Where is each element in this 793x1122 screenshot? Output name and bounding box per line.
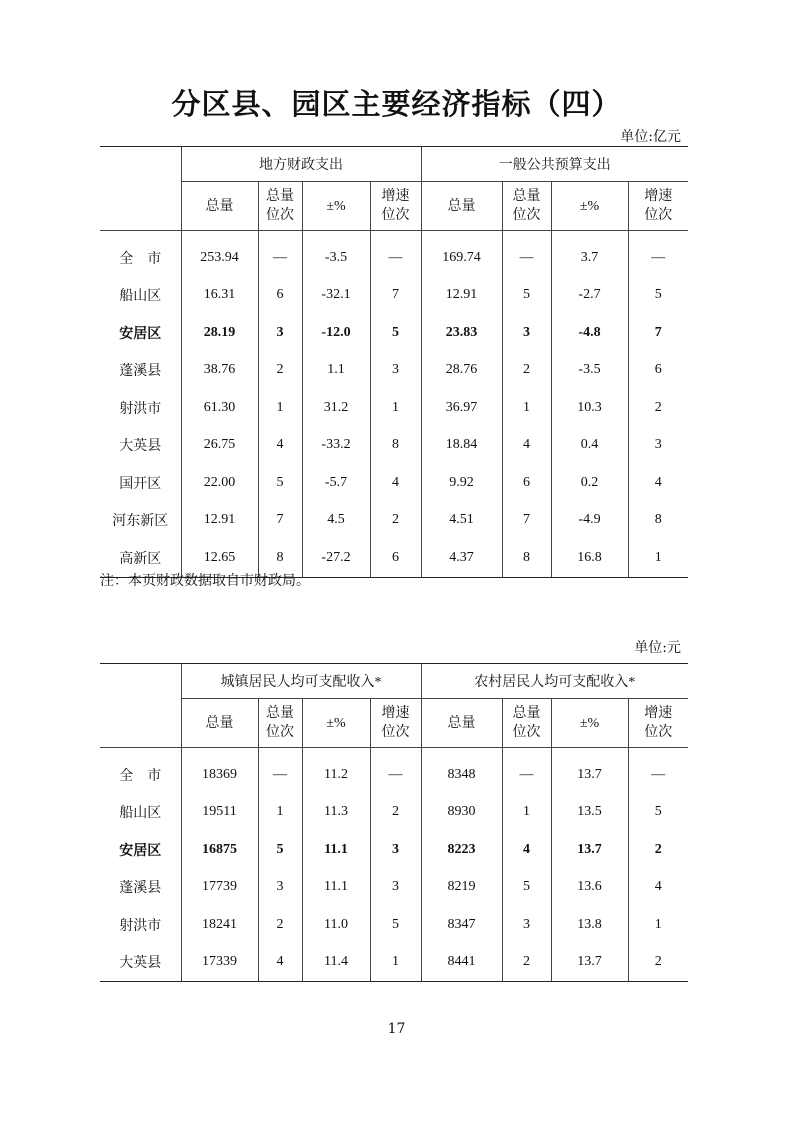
table-cell: 1 bbox=[628, 906, 688, 944]
table-cell: 12.65 bbox=[181, 539, 258, 577]
table-cell: 8223 bbox=[421, 831, 502, 869]
region-header-cell bbox=[100, 147, 181, 231]
column-header: 增速 位次 bbox=[628, 182, 688, 231]
table-cell: 11.1 bbox=[302, 831, 370, 869]
table-cell: 3 bbox=[370, 831, 421, 869]
table-cell: 3.7 bbox=[551, 231, 628, 277]
table-cell: — bbox=[370, 231, 421, 277]
table-cell: 16875 bbox=[181, 831, 258, 869]
table-row bbox=[100, 794, 688, 832]
table-cell: 0.4 bbox=[551, 427, 628, 465]
table-row bbox=[100, 427, 688, 465]
table-cell: — bbox=[370, 748, 421, 794]
table-cell: 2 bbox=[628, 944, 688, 982]
table-cell: 5 bbox=[502, 869, 551, 907]
table-cell: 4 bbox=[370, 464, 421, 502]
table-cell: 36.97 bbox=[421, 389, 502, 427]
page-number: 17 bbox=[387, 1021, 406, 1037]
table-cell: 4 bbox=[628, 464, 688, 502]
table-cell: 6 bbox=[258, 277, 302, 315]
unit-label-2: 单位:元 bbox=[634, 640, 681, 656]
table-cell: 13.7 bbox=[551, 748, 628, 794]
table-cell: 12.91 bbox=[421, 277, 502, 315]
table-cell: 5 bbox=[370, 314, 421, 352]
page-title: 分区县、园区主要经济指标（四） bbox=[171, 87, 622, 121]
table-cell: 9.92 bbox=[421, 464, 502, 502]
column-header: 增速 位次 bbox=[370, 699, 421, 748]
table-cell: — bbox=[258, 748, 302, 794]
table-cell: 7 bbox=[502, 502, 551, 540]
column-header: ±% bbox=[302, 699, 370, 748]
table-cell: 13.7 bbox=[551, 831, 628, 869]
table-cell: 2 bbox=[628, 389, 688, 427]
column-header: 总量 bbox=[181, 699, 258, 748]
group-header: 地方财政支出 bbox=[181, 147, 421, 182]
table-cell: -4.8 bbox=[551, 314, 628, 352]
table-cell: 11.3 bbox=[302, 794, 370, 832]
table-cell: 3 bbox=[370, 352, 421, 390]
table-cell: 2 bbox=[370, 502, 421, 540]
table-cell: 2 bbox=[370, 794, 421, 832]
table-cell: 3 bbox=[502, 314, 551, 352]
table-cell: 1 bbox=[502, 389, 551, 427]
table-cell: -32.1 bbox=[302, 277, 370, 315]
table-cell: 2 bbox=[258, 906, 302, 944]
table-cell: 28.76 bbox=[421, 352, 502, 390]
column-header: 总量 位次 bbox=[258, 182, 302, 231]
table-cell: 18241 bbox=[181, 906, 258, 944]
region-cell: 船山区 bbox=[119, 806, 162, 822]
region-cell: 安居区 bbox=[119, 326, 162, 342]
table-cell: 6 bbox=[370, 539, 421, 577]
group-header: 农村居民人均可支配收入* bbox=[421, 664, 688, 699]
table-cell: -33.2 bbox=[302, 427, 370, 465]
column-header: ±% bbox=[551, 182, 628, 231]
table-cell: 28.19 bbox=[181, 314, 258, 352]
table-cell: 8347 bbox=[421, 906, 502, 944]
table-cell: -3.5 bbox=[551, 352, 628, 390]
region-cell: 蓬溪县 bbox=[119, 881, 162, 897]
column-header: ±% bbox=[551, 699, 628, 748]
table-cell: 3 bbox=[502, 906, 551, 944]
table-cell: 3 bbox=[628, 427, 688, 465]
column-header: 增速 位次 bbox=[370, 182, 421, 231]
region-cell: 全 市 bbox=[119, 768, 162, 784]
table-cell: 5 bbox=[628, 277, 688, 315]
table-cell: 3 bbox=[258, 314, 302, 352]
table-cell: 1 bbox=[628, 539, 688, 577]
group-header: 城镇居民人均可支配收入* bbox=[181, 664, 421, 699]
table-cell: 8 bbox=[628, 502, 688, 540]
table-row bbox=[100, 869, 688, 907]
table-cell: 4.51 bbox=[421, 502, 502, 540]
table-cell: 16.8 bbox=[551, 539, 628, 577]
table-cell: 4 bbox=[628, 869, 688, 907]
table-cell: 8219 bbox=[421, 869, 502, 907]
column-header: 总量 bbox=[181, 182, 258, 231]
table-cell: -5.7 bbox=[302, 464, 370, 502]
table-cell: 1 bbox=[258, 794, 302, 832]
group-header: 一般公共预算支出 bbox=[421, 147, 688, 182]
fiscal-expenditure-table bbox=[100, 146, 688, 578]
table-cell: 11.1 bbox=[302, 869, 370, 907]
table-cell: 3 bbox=[370, 869, 421, 907]
table-cell: 1 bbox=[370, 944, 421, 982]
table-cell: 4 bbox=[502, 427, 551, 465]
table-cell: 11.2 bbox=[302, 748, 370, 794]
table-cell: 16.31 bbox=[181, 277, 258, 315]
region-cell: 高新区 bbox=[100, 539, 181, 577]
table-row bbox=[100, 502, 688, 540]
column-header: 总量 位次 bbox=[502, 182, 551, 231]
table-cell: 11.4 bbox=[302, 944, 370, 982]
table-cell: 1.1 bbox=[302, 352, 370, 390]
column-header: 总量 位次 bbox=[258, 699, 302, 748]
region-cell: 船山区 bbox=[119, 289, 162, 305]
table-cell: — bbox=[628, 231, 688, 277]
region-cell: 国开区 bbox=[119, 476, 162, 492]
table-cell: 2 bbox=[502, 944, 551, 982]
table-cell: 17739 bbox=[181, 869, 258, 907]
table-cell: 13.5 bbox=[551, 794, 628, 832]
table-cell: — bbox=[502, 231, 551, 277]
region-cell: 射洪市 bbox=[119, 401, 162, 417]
table-cell: 19511 bbox=[181, 794, 258, 832]
table-cell: 11.0 bbox=[302, 906, 370, 944]
table-cell: — bbox=[628, 748, 688, 794]
table-row bbox=[100, 831, 688, 869]
table-row bbox=[100, 464, 688, 502]
table-cell: 13.7 bbox=[551, 944, 628, 982]
table-cell: 1 bbox=[502, 794, 551, 832]
table-cell: 6 bbox=[628, 352, 688, 390]
table-cell: 2 bbox=[258, 352, 302, 390]
table-cell: 7 bbox=[258, 502, 302, 540]
table-cell: — bbox=[502, 748, 551, 794]
region-cell: 蓬溪县 bbox=[119, 364, 162, 380]
table-row bbox=[100, 748, 688, 794]
table-cell: -2.7 bbox=[551, 277, 628, 315]
table-cell: 169.74 bbox=[421, 231, 502, 277]
column-header: 增速 位次 bbox=[628, 699, 688, 748]
table-cell: 5 bbox=[258, 831, 302, 869]
table-cell: 23.83 bbox=[421, 314, 502, 352]
table-cell: 8441 bbox=[421, 944, 502, 982]
table-row bbox=[100, 277, 688, 315]
table-cell: 8 bbox=[502, 539, 551, 577]
table-cell: 5 bbox=[628, 794, 688, 832]
table-cell: 5 bbox=[370, 906, 421, 944]
table-cell: 0.2 bbox=[551, 464, 628, 502]
table-cell: 18369 bbox=[181, 748, 258, 794]
table-cell: 4 bbox=[258, 427, 302, 465]
table-cell: 26.75 bbox=[181, 427, 258, 465]
table-cell: 2 bbox=[502, 352, 551, 390]
table-cell: 4 bbox=[502, 831, 551, 869]
table-cell: 17339 bbox=[181, 944, 258, 982]
table-cell: 2 bbox=[628, 831, 688, 869]
table-cell: 13.6 bbox=[551, 869, 628, 907]
table-cell: -3.5 bbox=[302, 231, 370, 277]
disposable-income-table bbox=[100, 663, 688, 982]
table-cell: 8930 bbox=[421, 794, 502, 832]
table-row bbox=[100, 231, 688, 277]
table-cell: 1 bbox=[258, 389, 302, 427]
table-row bbox=[100, 314, 688, 352]
table-cell: 8 bbox=[258, 539, 302, 577]
table-row bbox=[100, 352, 688, 390]
table-cell: 61.30 bbox=[181, 389, 258, 427]
table-row bbox=[100, 944, 688, 982]
table-cell: 4 bbox=[258, 944, 302, 982]
table-cell: 5 bbox=[258, 464, 302, 502]
table-cell: 4.5 bbox=[302, 502, 370, 540]
table-cell: 7 bbox=[628, 314, 688, 352]
table-cell: 22.00 bbox=[181, 464, 258, 502]
footnote: 注：本页财政数据取自市财政局。 bbox=[100, 573, 310, 589]
table-cell: 7 bbox=[370, 277, 421, 315]
column-header: 总量 bbox=[421, 182, 502, 231]
region-cell: 全 市 bbox=[119, 251, 162, 267]
region-cell: 射洪市 bbox=[119, 918, 162, 934]
table-cell: -27.2 bbox=[302, 539, 370, 577]
table-cell: -12.0 bbox=[302, 314, 370, 352]
table-cell: 5 bbox=[502, 277, 551, 315]
table-row bbox=[100, 906, 688, 944]
column-header: 总量 bbox=[421, 699, 502, 748]
column-header: 总量 位次 bbox=[502, 699, 551, 748]
table-cell: 12.91 bbox=[181, 502, 258, 540]
table-cell: 10.3 bbox=[551, 389, 628, 427]
region-cell: 安居区 bbox=[119, 843, 162, 859]
table-cell: 4.37 bbox=[421, 539, 502, 577]
table-cell: 18.84 bbox=[421, 427, 502, 465]
region-cell: 大英县 bbox=[100, 944, 181, 982]
table-cell: 3 bbox=[258, 869, 302, 907]
table-cell: 253.94 bbox=[181, 231, 258, 277]
table-row bbox=[100, 389, 688, 427]
column-header: ±% bbox=[302, 182, 370, 231]
table-cell: 8348 bbox=[421, 748, 502, 794]
region-header-cell bbox=[100, 664, 181, 748]
unit-label-1: 单位:亿元 bbox=[620, 129, 681, 145]
table-cell: 38.76 bbox=[181, 352, 258, 390]
table-cell: 13.8 bbox=[551, 906, 628, 944]
table-cell: 1 bbox=[370, 389, 421, 427]
region-cell: 大英县 bbox=[119, 439, 162, 455]
table-cell: 6 bbox=[502, 464, 551, 502]
table-cell: 31.2 bbox=[302, 389, 370, 427]
table-cell: -4.9 bbox=[551, 502, 628, 540]
table-cell: 8 bbox=[370, 427, 421, 465]
region-cell: 河东新区 bbox=[112, 514, 169, 530]
table-cell: — bbox=[258, 231, 302, 277]
